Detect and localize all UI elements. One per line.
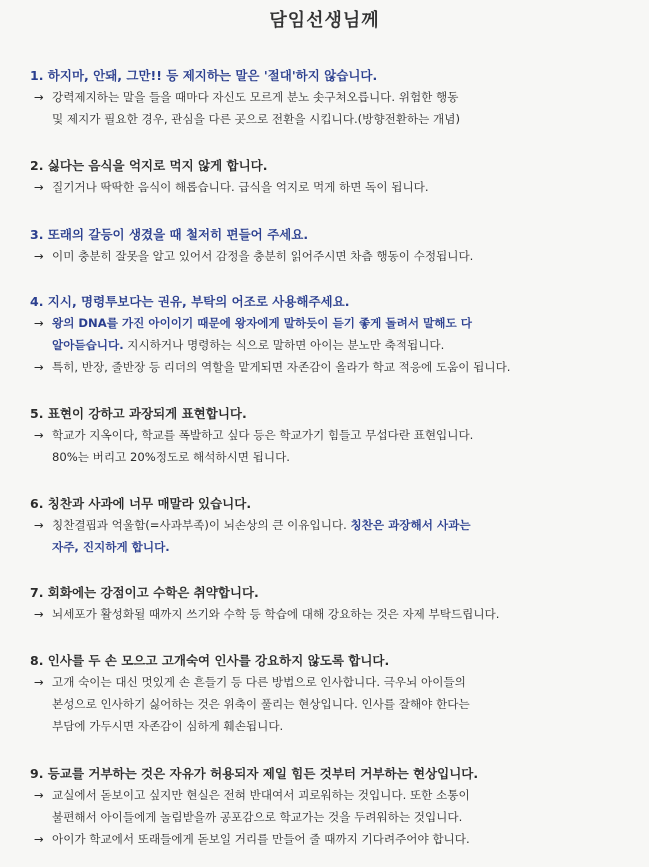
section-heading: 9. 등교를 거부하는 것은 자유가 허용되자 제일 힘든 것부터 거부하는 현상입니다. <box>30 766 479 781</box>
section-line: → 질기거나 딱딱한 음식이 해롭습니다. 급식을 억지로 먹게 하면 독이 됩니다. <box>30 176 630 198</box>
section-2 <box>30 156 630 198</box>
section-4 <box>30 292 630 378</box>
section-line: → 고개 숙이는 대신 멋있게 손 흔들기 등 다른 방법으로 인사합니다. 극우뇌 아이들의 <box>30 671 630 693</box>
section-line: 부담에 가두시면 자존감이 심하게 훼손됩니다. <box>52 719 284 733</box>
section-8 <box>30 651 630 737</box>
arrow-icon: → <box>34 180 44 194</box>
arrow-icon: → <box>34 832 44 846</box>
section-line: → 뇌세포가 활성화될 때까지 쓰기와 수학 등 학습에 대해 강요하는 것은 자제 부탁드립니다. <box>30 603 630 625</box>
section-line: 본성으로 인사하기 싫어하는 것은 위축이 풀리는 현상입니다. 인사를 잘해야 한다는 <box>52 697 470 711</box>
arrow-icon: → <box>34 428 44 442</box>
section-line: 알아듣습니다. 지시하거나 명령하는 식으로 말하면 아이는 분노만 축적됩니다. <box>52 338 445 352</box>
section-line: → 왕의 DNA를 가진 아이이기 때문에 왕자에게 말하듯이 듣기 좋게 돌려서 말해도 다 <box>30 312 630 334</box>
arrow-icon: → <box>34 675 44 689</box>
section-line: → 학교가 지옥이다, 학교를 폭발하고 싶다 등은 학교가기 힘들고 무섭다란 표현입니다. <box>30 424 630 446</box>
section-3 <box>30 225 630 267</box>
section-line: → 특히, 반장, 줄반장 등 리더의 역할을 맡게되면 자존감이 올라가 학교 적응에 도움이 됩니다. <box>30 356 630 378</box>
section-6 <box>30 494 630 558</box>
section-7 <box>30 583 630 625</box>
section-1 <box>30 66 630 130</box>
section-line: → 교실에서 돋보이고 싶지만 현실은 전혀 반대여서 괴로워하는 것입니다. 또한 소통이 <box>30 784 630 806</box>
section-line: 80%는 버리고 20%정도로 해석하시면 됩니다. <box>52 450 290 464</box>
section-heading: 6. 칭찬과 사과에 너무 매말라 있습니다. <box>30 496 252 511</box>
section-line: 불편해서 아이들에게 놀림받을까 공포감으로 학교가는 것을 두려워하는 것입니다. <box>52 810 463 824</box>
section-heading: 2. 싫다는 음식을 억지로 먹지 않게 합니다. <box>30 158 268 173</box>
arrow-icon: → <box>34 607 44 621</box>
section-9 <box>30 764 630 850</box>
arrow-icon: → <box>34 788 44 802</box>
arrow-icon: → <box>34 249 44 263</box>
section-heading: 7. 회화에는 강점이고 수학은 취약합니다. <box>30 585 259 600</box>
section-line: → 강력제지하는 말을 들을 때마다 자신도 모르게 분노 솟구쳐오릅니다. 위험한 행동 <box>30 86 630 108</box>
arrow-icon: → <box>34 90 44 104</box>
section-line: 및 제지가 필요한 경우, 관심을 다른 곳으로 전환을 시킵니다.(방향전환하는 개념) <box>52 112 460 126</box>
arrow-icon: → <box>34 360 44 374</box>
section-heading: 8. 인사를 두 손 모으고 고개숙여 인사를 강요하지 않도록 합니다. <box>30 653 390 668</box>
arrow-icon: → <box>34 316 44 330</box>
section-5 <box>30 404 630 468</box>
arrow-icon: → <box>34 518 44 532</box>
section-heading: 4. 지시, 명령투보다는 권유, 부탁의 어조로 사용해주세요. <box>30 294 350 309</box>
section-line: → 칭찬결핍과 억울함(=사과부족)이 뇌손상의 큰 이유입니다. 칭찬은 과장해서 사과는 <box>30 514 630 536</box>
section-line: → 이미 충분히 잘못을 알고 있어서 감정을 충분히 읽어주시면 차츰 행동이 수정됩니다. <box>30 245 630 267</box>
section-line: 자주, 진지하게 합니다. <box>52 540 170 554</box>
page-title: 담임선생님께 <box>269 10 380 31</box>
section-line: → 아이가 학교에서 또래들에게 돋보일 거리를 만들어 줄 때까지 기다려주어야 합니다. <box>30 828 630 850</box>
section-heading: 3. 또래의 갈등이 생겼을 때 철저히 편들어 주세요. <box>30 227 309 242</box>
section-heading: 1. 하지마, 안돼, 그만!! 등 제지하는 말은 '절대'하지 않습니다. <box>30 68 378 83</box>
section-heading: 5. 표현이 강하고 과장되게 표현합니다. <box>30 406 247 421</box>
